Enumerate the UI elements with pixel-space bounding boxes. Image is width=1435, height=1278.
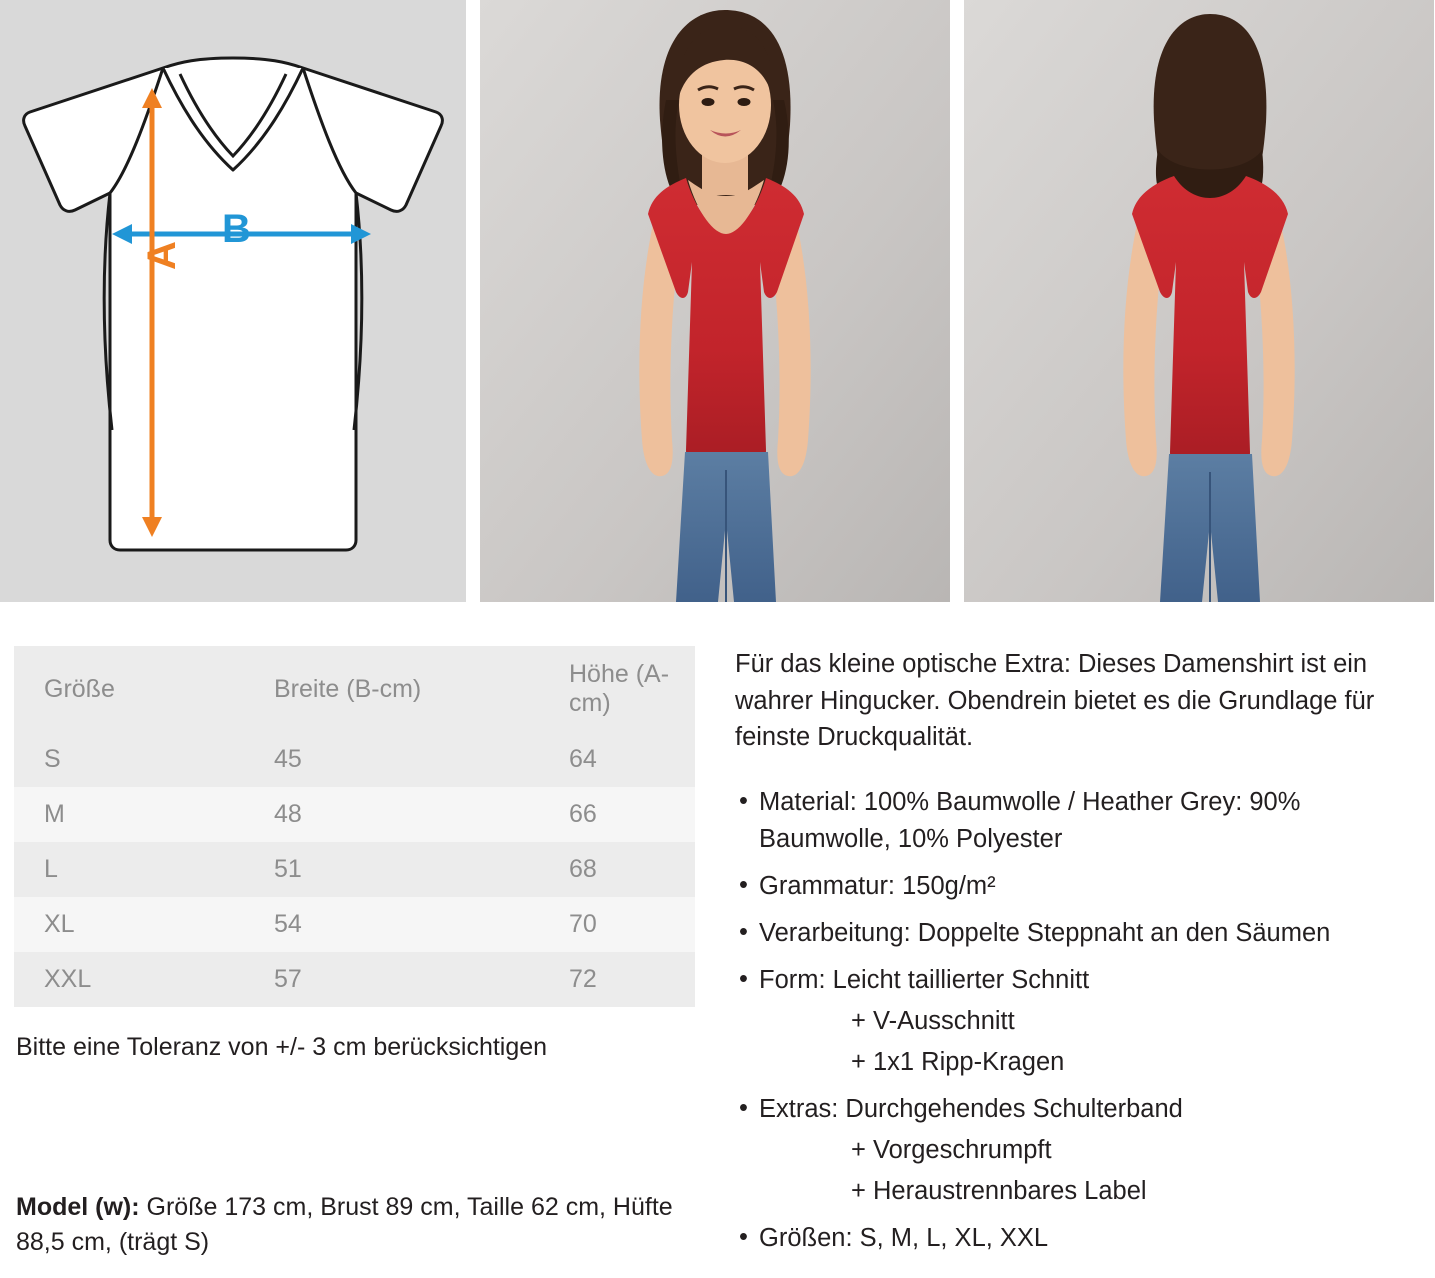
- feature-text: Grammatur: 150g/m²: [759, 872, 996, 901]
- feature-subitem: + V-Ausschnitt: [851, 1007, 1015, 1035]
- model-back-photo: [964, 0, 1434, 602]
- table-row: [14, 842, 695, 897]
- table-row: [14, 787, 695, 842]
- feature-text: Größen: S, M, L, XL, XXL: [759, 1223, 1049, 1252]
- cell-width: 54: [244, 897, 539, 952]
- description-intro: Für das kleine optische Extra: Dieses Damenshirt ist ein wahrer Hingucker. Obendrein bietet es die Grundlage für feinste Druckqualität.: [735, 650, 1375, 752]
- cell-width: 45: [244, 732, 539, 787]
- list-item: [735, 915, 1435, 952]
- list-item: [735, 962, 1435, 1081]
- size-diagram-panel: [0, 0, 466, 602]
- header-size: Größe: [14, 646, 244, 732]
- table-row: [14, 897, 695, 952]
- list-item: [735, 1091, 1435, 1210]
- model-measurements-note: [14, 1190, 700, 1259]
- feature-subitem: + 1x1 Ripp-Kragen: [851, 1047, 1065, 1076]
- cell-height: 66: [539, 787, 695, 842]
- cell-height: 68: [539, 842, 695, 897]
- cell-size: M: [14, 787, 244, 842]
- header-width: Breite (B-cm): [244, 646, 539, 732]
- cell-size: L: [14, 842, 244, 897]
- feature-sublist: [759, 1003, 1435, 1081]
- product-image-row: [0, 0, 1435, 602]
- list-item: [735, 868, 1435, 905]
- model-note-text: Größe 173 cm, Brust 89 cm, Taille 62 cm, Hüfte 88,5 cm, (trägt S): [16, 1193, 673, 1256]
- cell-width: 48: [244, 787, 539, 842]
- width-label-b: B: [222, 207, 251, 251]
- details-section: [0, 646, 1435, 1267]
- feature-text: Material: 100% Baumwolle / Heather Grey: 90% Baumwolle, 10% Polyester: [759, 788, 1301, 854]
- table-row: [14, 732, 695, 787]
- cell-size: XXL: [14, 952, 244, 1007]
- cell-height: 70: [539, 897, 695, 952]
- feature-text: Form: Leicht taillierter Schnitt: [759, 966, 1090, 995]
- table-row: [14, 952, 695, 1007]
- model-note-label: Model (w):: [16, 1193, 140, 1221]
- model-front-photo: [480, 0, 950, 602]
- model-back-illustration: [964, 0, 1434, 602]
- cell-height: 72: [539, 952, 695, 1007]
- tolerance-note: Bitte eine Toleranz von +/- 3 cm berücksichtigen: [16, 1033, 548, 1061]
- cell-size: S: [14, 732, 244, 787]
- tshirt-outline-icon: [0, 0, 466, 602]
- cell-height: 64: [539, 732, 695, 787]
- cell-width: 57: [244, 952, 539, 1007]
- feature-subitem: + Vorgeschrumpft: [851, 1135, 1052, 1164]
- cell-size: XL: [14, 897, 244, 952]
- feature-subitem: + Heraustrennbares Label: [851, 1176, 1147, 1205]
- size-table: [14, 646, 695, 1007]
- size-info-column: [0, 646, 700, 1267]
- list-item: [735, 1220, 1435, 1257]
- list-item: [735, 784, 1435, 858]
- height-label-a: A: [140, 241, 184, 270]
- header-height: Höhe (A-cm): [539, 646, 695, 732]
- model-front-illustration: [480, 0, 950, 602]
- cell-width: 51: [244, 842, 539, 897]
- feature-list: [735, 784, 1435, 1257]
- table-header-row: [14, 646, 695, 732]
- feature-text: Verarbeitung: Doppelte Steppnaht an den Säumen: [759, 919, 1331, 948]
- feature-text: Extras: Durchgehendes Schulterband: [759, 1094, 1183, 1123]
- feature-sublist: [759, 1132, 1435, 1210]
- product-description-column: [700, 646, 1435, 1267]
